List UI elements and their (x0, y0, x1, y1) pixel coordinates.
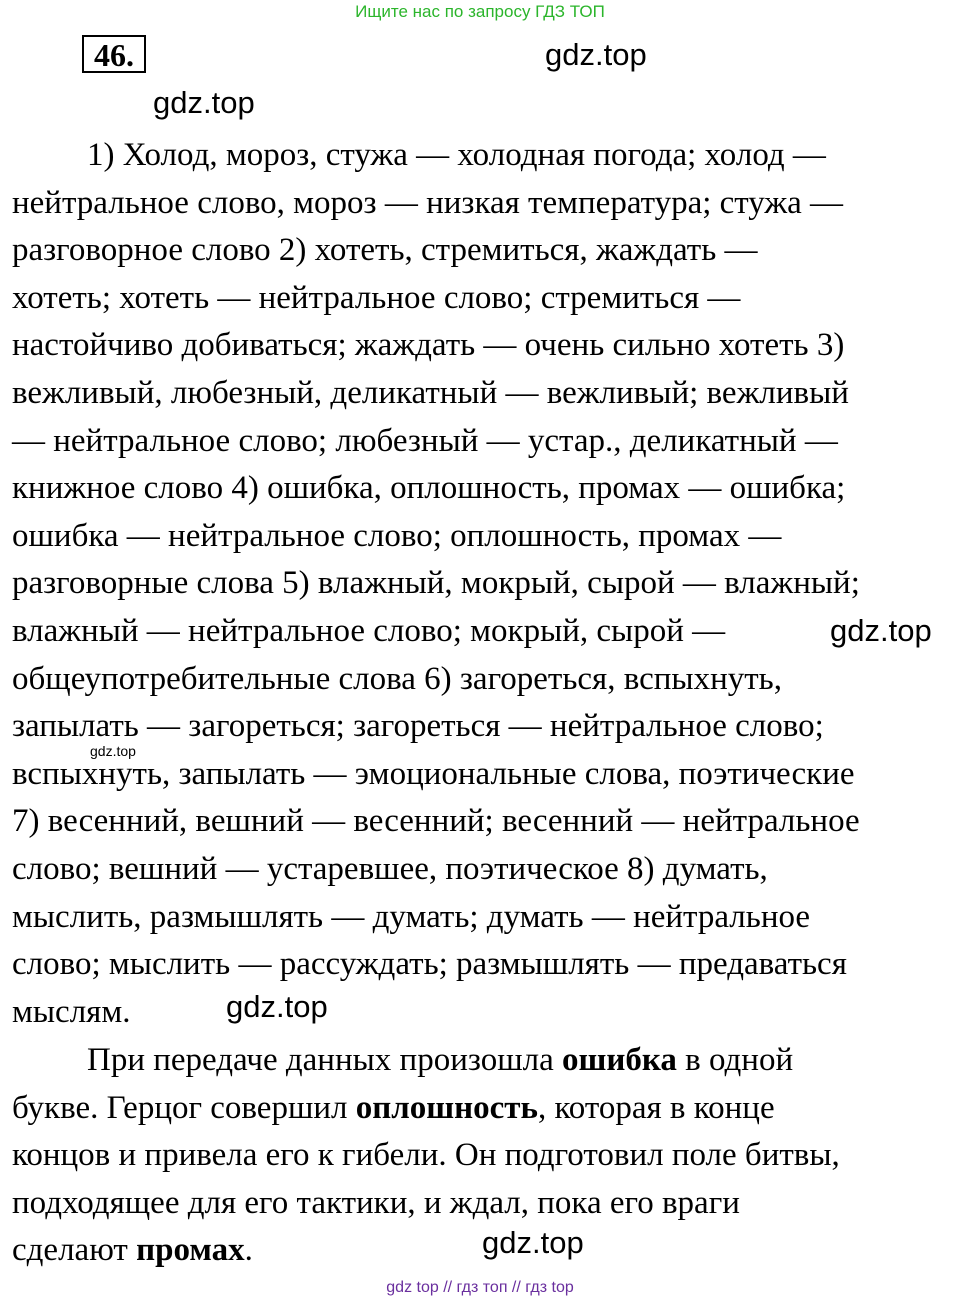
text-line: — нейтральное слово; любезный — устар., деликатный — (12, 422, 838, 459)
task-number: 46. (82, 35, 146, 73)
answer-paragraph (12, 132, 952, 1036)
text-fragment: , которая в конце (537, 1089, 775, 1126)
watermark: gdz.top (545, 37, 647, 72)
text-fragment: в одной (676, 1042, 794, 1078)
text-line: слово; вешний — устаревшее, поэтическое 8) думать, (12, 850, 768, 887)
text-line (12, 1085, 952, 1133)
text-fragment: сделают (12, 1232, 137, 1269)
footer-links: gdz top // гдз топ // гдз top (386, 1279, 574, 1296)
bold-word: промах (136, 1232, 245, 1269)
top-banner: Ищите нас по запросу ГДЗ ТОП (355, 2, 605, 21)
text-line: мыслям. (12, 993, 131, 1030)
text-fragment: При передаче данных произошла (87, 1042, 562, 1078)
text-line (12, 1037, 952, 1085)
text-line: разговорные слова 5) влажный, мокрый, сырой — влажный; (12, 565, 860, 602)
watermark: gdz.top (90, 743, 136, 759)
text-line: запылать — загореться; загореться — нейтральное слово; (12, 708, 824, 745)
text-line: 1) Холод, мороз, стужа — холодная погода; холод — (87, 137, 826, 173)
bold-word: ошибка (562, 1042, 677, 1078)
text-line: ошибка — нейтральное слово; оплошность, промах — (12, 517, 782, 554)
text-fragment: букве. Герцог совершил (12, 1089, 356, 1126)
text-line: разговорное слово 2) хотеть, стремиться, жаждать — (12, 232, 758, 269)
text-line: влажный — нейтральное слово; мокрый, сырой — (12, 612, 726, 649)
text-line: хотеть; хотеть — нейтральное слово; стремиться — (12, 279, 741, 316)
text-line: слово; мыслить — рассуждать; размышлять — предаваться (12, 946, 847, 983)
text-line: концов и привела его к гибели. Он подготовил поле битвы, (12, 1137, 840, 1174)
example-paragraph (12, 1037, 952, 1275)
text-line: 7) весенний, вешний — весенний; весенний — нейтральное (12, 803, 860, 840)
bold-word: оплошность (355, 1089, 538, 1126)
watermark: gdz.top (153, 85, 255, 120)
text-line: подходящее для его тактики, и ждал, пока его враги (12, 1184, 740, 1221)
watermark: gdz.top (226, 989, 328, 1024)
text-line: книжное слово 4) ошибка, оплошность, промах — ошибка; (12, 470, 846, 507)
text-line: общеупотребительные слова 6) загореться, вспыхнуть, (12, 660, 782, 697)
text-line: вежливый, любезный, деликатный — вежливый; вежливый (12, 374, 849, 411)
text-line (12, 1227, 952, 1275)
text-line: настойчиво добиваться; жаждать — очень сильно хотеть 3) (12, 327, 845, 364)
text-line: нейтральное слово, мороз — низкая температура; стужа — (12, 184, 844, 221)
text-line: мыслить, размышлять — думать; думать — нейтральное (12, 898, 811, 935)
text-fragment: . (244, 1232, 253, 1269)
text-line: вспыхнуть, запылать — эмоциональные слова, поэтические (12, 755, 855, 792)
watermark: gdz.top (830, 613, 932, 648)
watermark: gdz.top (482, 1225, 584, 1260)
